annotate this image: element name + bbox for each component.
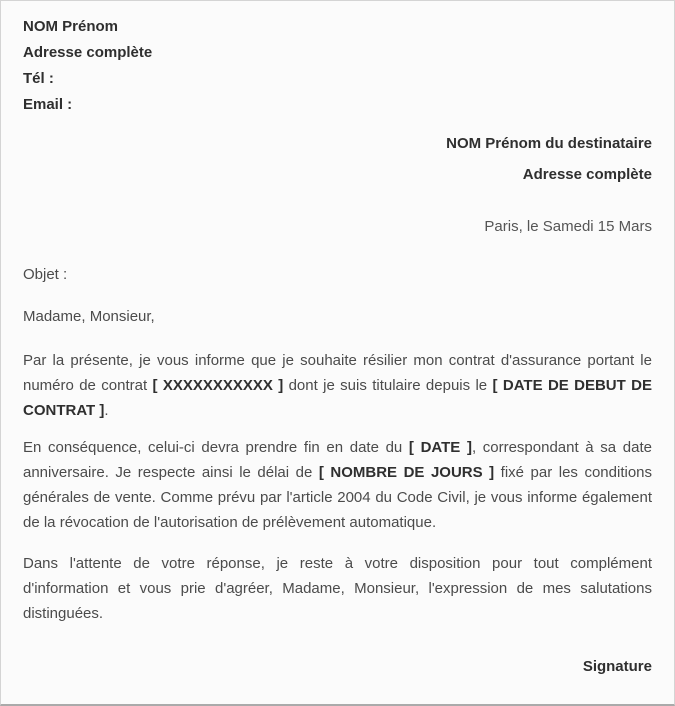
end-date-placeholder: [ DATE ]: [408, 439, 472, 456]
sender-block: [23, 14, 652, 118]
paragraph-conditions: [23, 435, 652, 535]
contract-start-date-placeholder: [ DATE DE DEBUT DE CONTRAT ]: [23, 377, 652, 419]
notice-days-placeholder: [ NOMBRE DE JOURS ]: [318, 464, 495, 481]
sender-email-label: Email :: [23, 96, 73, 113]
contract-number-placeholder: [ XXXXXXXXXXX ]: [152, 377, 284, 394]
recipient-address: Adresse complète: [522, 166, 652, 183]
recipient-name: NOM Prénom du destinataire: [446, 135, 652, 152]
paragraph-1-text: dont je suis titulaire depuis le: [283, 377, 493, 394]
sender-name: NOM Prénom: [23, 18, 119, 35]
recipient-block: [23, 128, 652, 190]
paragraph-1-text: .: [104, 402, 109, 419]
sender-phone-label: Tél :: [23, 70, 54, 87]
paragraph-2-text: En conséquence, celui-ci devra prendre fin en date du: [23, 439, 409, 456]
paragraph-closing: Dans l'attente de votre réponse, je reste à votre disposition pour tout complément d'information et vous prie d'agréer, Madame, Monsieur, l'expression de mes salutations distinguées.: [23, 555, 652, 622]
paragraph-resiliation: [23, 348, 652, 423]
paragraph-2-text: fixé par les conditions générales de vente. Comme prévu par l'article 2004 du Code Civil, je vous informe également de la révocation de l'autorisation de prélèvement automatique.: [23, 464, 653, 531]
subject-label: Objet :: [23, 266, 68, 283]
paragraph-2-text: , correspondant à sa date anniversaire. Je respecte ainsi le délai de: [23, 439, 652, 481]
salutation: Madame, Monsieur,: [23, 308, 155, 325]
date-line: Paris, le Samedi 15 Mars: [484, 218, 652, 235]
signature-label: Signature: [582, 658, 652, 675]
paragraph-1-text: Par la présente, je vous informe que je souhaite résilier mon contrat d'assurance portant le numéro de contrat: [23, 352, 652, 394]
sender-address: Adresse complète: [23, 44, 153, 61]
